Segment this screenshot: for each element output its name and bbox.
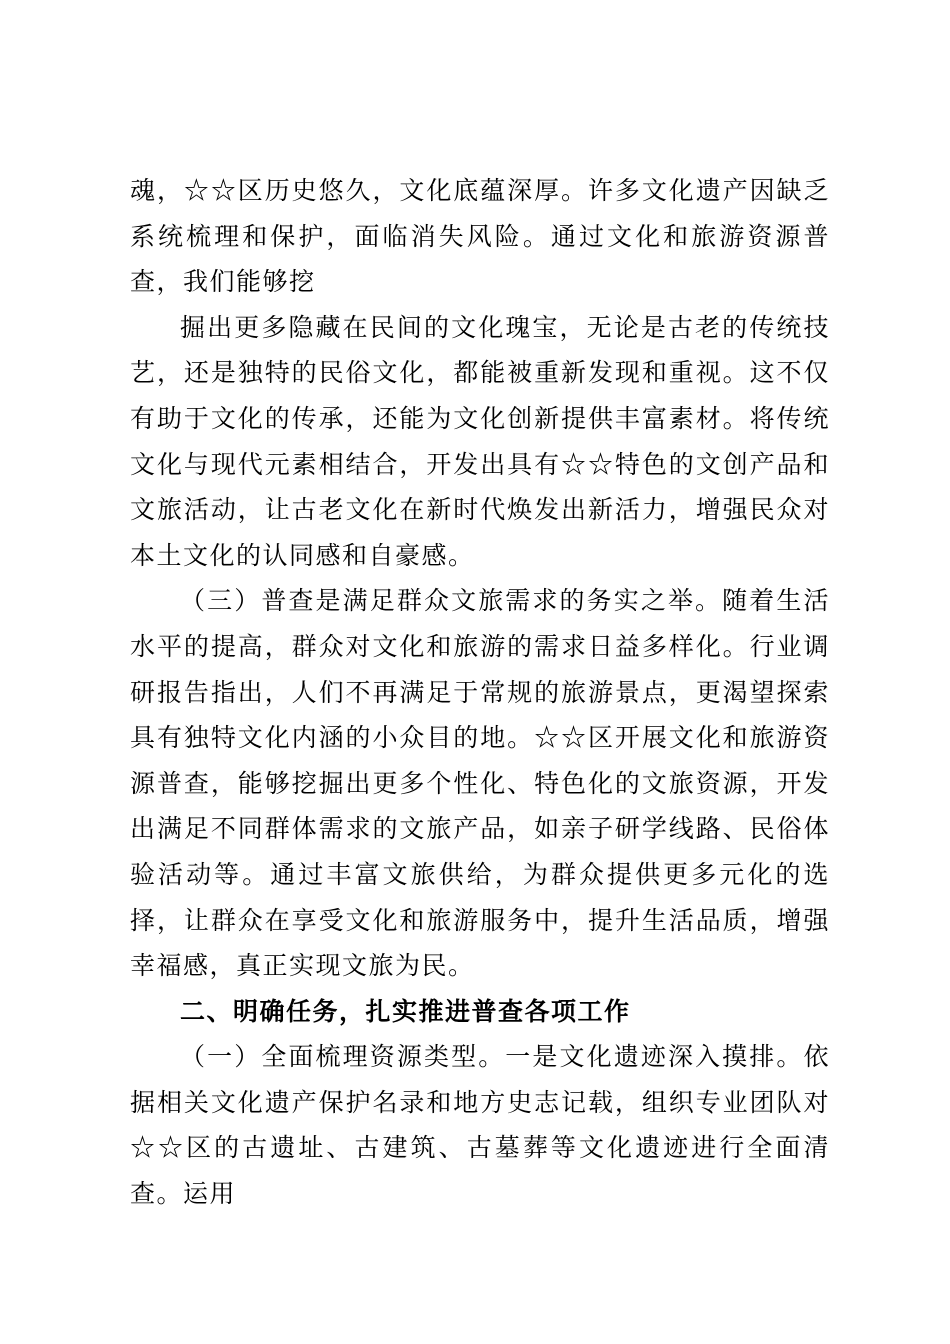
paragraph-continuation: 魂，☆☆区历史悠久，文化底蕴深厚。许多文化遗产因缺乏系统梳理和保护，面临消失风险。通过文化和旅游资源普查，我们能够挖 <box>130 176 830 297</box>
paragraph-culture-heritage: 掘出更多隐藏在民间的文化瑰宝，无论是古老的传统技艺，还是独特的民俗文化，都能被重新发现和重视。这不仅有助于文化的传承，还能为文化创新提供丰富素材。将传统文化与现代元素相结合，开发出具有☆☆特色的文创产品和文旅活动，让古老文化在新时代焕发出新活力，增强民众对本土文化的认同感和自豪感。 <box>130 312 830 570</box>
paragraph-section-one: （一）全面梳理资源类型。一是文化遗迹深入摸排。依据相关文化遗产保护名录和地方史志记载，组织专业团队对☆☆区的古遗址、古建筑、古墓葬等文化遗迹进行全面清查。运用 <box>130 1042 830 1209</box>
section-heading: 二、明确任务，扎实推进普查各项工作 <box>180 996 631 1026</box>
paragraph-section-three: （三）普查是满足群众文旅需求的务实之举。随着生活水平的提高，群众对文化和旅游的需求日益多样化。行业调研报告指出，人们不再满足于常规的旅游景点，更渴望探索具有独特文化内涵的小众目的地。☆☆区开展文化和旅游资源普查，能够挖掘出更多个性化、特色化的文旅资源，开发出满足不同群体需求的文旅产品，如亲子研学线路、民俗体验活动等。通过丰富文旅供给，为群众提供更多元化的选择，让群众在享受文化和旅游服务中，提升生活品质，增强幸福感，真正实现文旅为民。 <box>130 586 830 981</box>
document-body <box>130 168 830 1217</box>
